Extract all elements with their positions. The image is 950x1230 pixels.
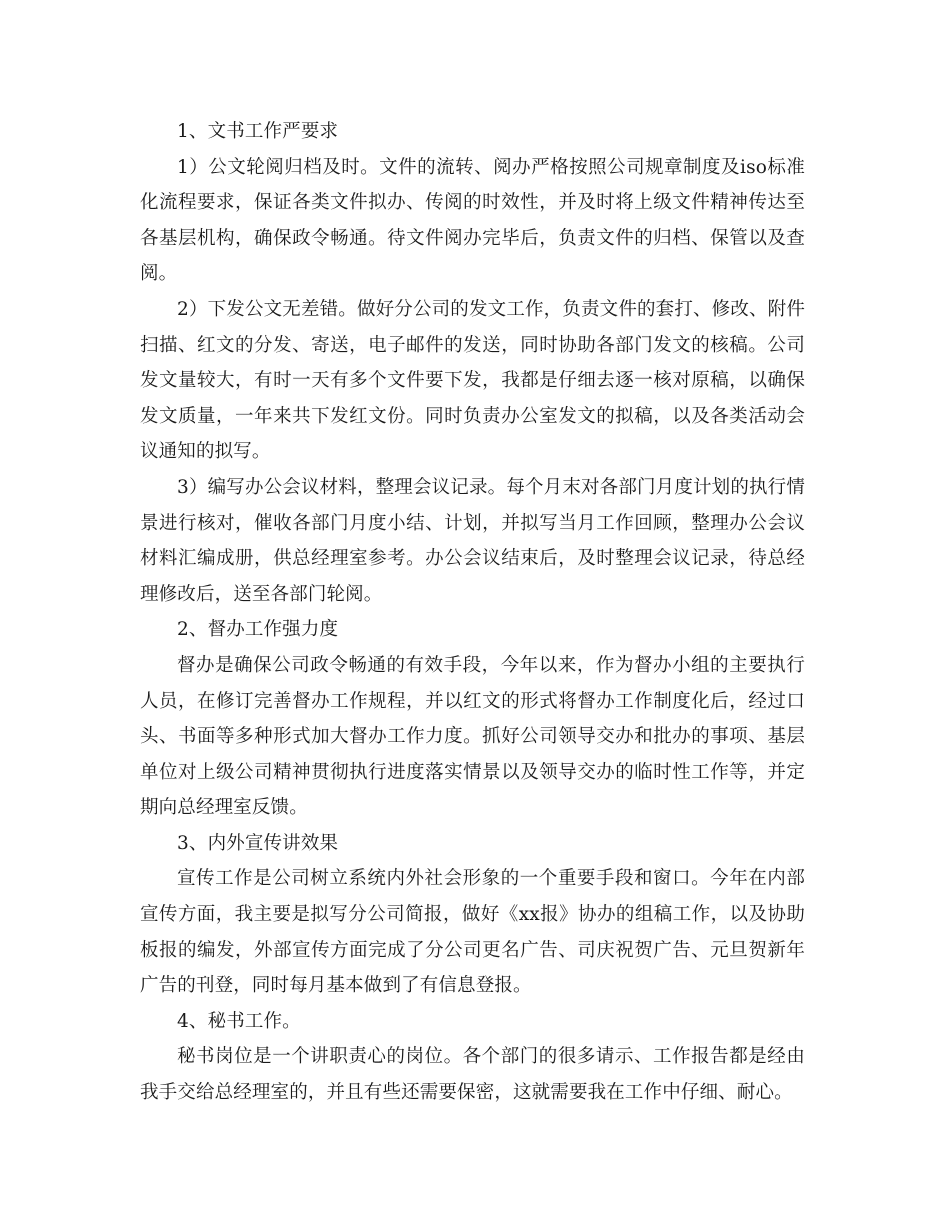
- paragraph-4-1: 秘书岗位是一个讲职责心的岗位。各个部门的很多请示、工作报告都是经由我手交给总经理室的，并且有些还需要保密，这就需要我在工作中仔细、耐心。: [140, 1046, 805, 1104]
- paragraph-1-3: 3）编写办公会议材料，整理会议记录。每个月末对各部门月度计划的执行情景进行核对，催收各部门月度小结、计划，并拟写当月工作回顾，整理办公会议材料汇编成册，供总经理室参考。办公会议结束后，及时整理会议记录，待总经理修改后，送至各部门轮阅。: [140, 476, 805, 605]
- document-body: [140, 114, 805, 1111]
- paragraph-3-1: 宣传工作是公司树立系统内外社会形象的一个重要手段和窗口。今年在内部宣传方面，我主要是拟写分公司简报，做好《xx报》协办的组稿工作，以及协助板报的编发，外部宣传方面完成了分公司更名广告、司庆祝贺广告、元旦贺新年广告的刊登，同时每月基本做到了有信息登报。: [140, 868, 805, 997]
- section-heading-1: 1、文书工作严要求: [177, 121, 339, 142]
- paragraph-1-2: 2）下发公文无差错。做好分公司的发文工作，负责文件的套打、修改、附件扫描、红文的分发、寄送，电子邮件的发送，同时协助各部门发文的核稿。公司发文量较大，有时一天有多个文件要下发，我都是仔细去逐一核对原稿，以确保发文质量，一年来共下发红文份。同时负责办公室发文的拟稿，以及各类活动会议通知的拟写。: [140, 298, 805, 463]
- paragraph-2-1: 督办是确保公司政令畅通的有效手段，今年以来，作为督办小组的主要执行人员，在修订完善督办工作规程，并以红文的形式将督办工作制度化后，经过口头、书面等多种形式加大督办工作力度。抓好公司领导交办和批办的事项、基层单位对上级公司精神贯彻执行进度落实情景以及领导交办的临时性工作等，并定期向总经理室反馈。: [140, 654, 805, 819]
- section-heading-4: 4、秘书工作。: [177, 1010, 301, 1032]
- section-heading-2: 2、督办工作强力度: [177, 619, 339, 641]
- paragraph-1-1: 1）公文轮阅归档及时。文件的流转、阅办严格按照公司规章制度及iso标准化流程要求，保证各类文件拟办、传阅的时效性，并及时将上级文件精神传达至各基层机构，确保政令畅通。待文件阅办完毕后，负责文件的归档、保管以及查阅。: [140, 156, 805, 285]
- section-heading-3: 3、内外宣传讲效果: [177, 832, 339, 854]
